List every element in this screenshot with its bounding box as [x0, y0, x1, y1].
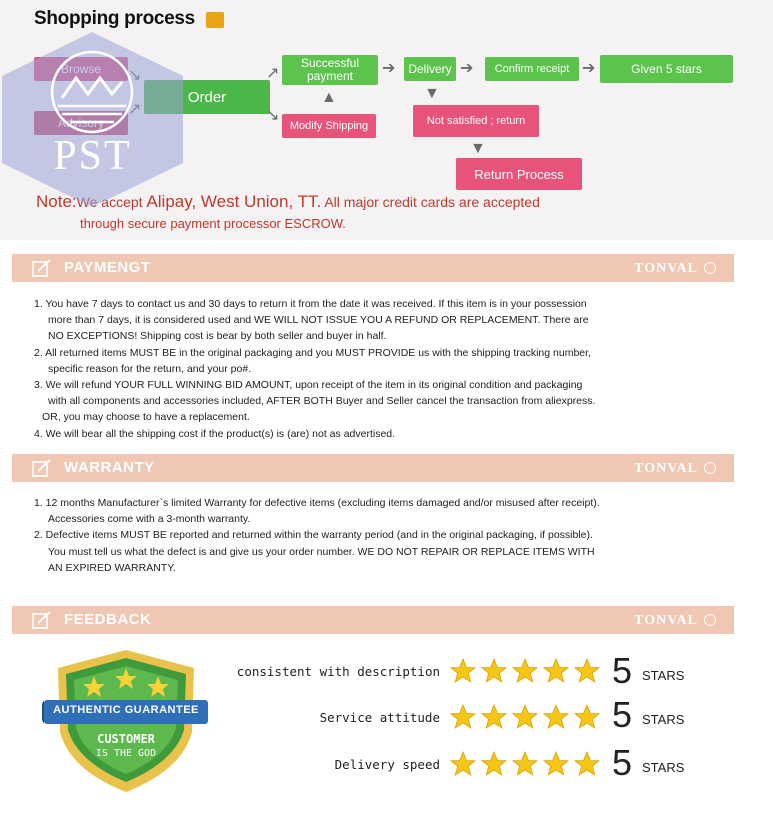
- star-icon: [574, 658, 600, 684]
- brand-label: TONVAL: [634, 261, 698, 276]
- edit-icon: [32, 611, 52, 629]
- feedback-unit: STARS: [642, 760, 685, 775]
- warranty-line: AN EXPIRED WARRANTY.: [48, 561, 176, 574]
- modify-shipping-step: Modify Shipping: [282, 114, 376, 138]
- star-icon: [512, 704, 538, 730]
- feedback-section-header: [12, 606, 734, 634]
- feedback-label: Delivery speed: [334, 757, 440, 772]
- warranty-section-header: [12, 454, 734, 482]
- warranty-line: 1. 12 months Manufacturer`s limited Warranty for defective items (excluding items damaged and/or misused after receipt).: [34, 497, 600, 509]
- warranty-line: You must tell us what the defect is and give us your order number. WE DO NOT REPAIR OR REPLACE ITEMS WITH: [48, 545, 595, 558]
- note-rest: All major credit cards are accepted: [321, 194, 540, 210]
- arrow-right-icon: ➔: [460, 60, 474, 77]
- payment-line: more than 7 days, it is considered used and WE WILL NOT ISSUE YOU A REFUND OR REPLACEMENT. There are: [48, 314, 589, 327]
- payment-line: specific reason for the return, and your po#.: [48, 362, 252, 375]
- confirm-receipt-step: Confirm receipt: [485, 57, 579, 81]
- payment-line: 1. You have 7 days to contact us and 30 days to return it from the date it was received. If this item is in your possession: [34, 298, 587, 310]
- star-icon: [574, 704, 600, 730]
- arrow-up-icon: ▲: [321, 89, 337, 106]
- badge-line1: CUSTOMER: [97, 732, 155, 746]
- star-icon: [481, 751, 507, 777]
- star-icon: [481, 658, 507, 684]
- edit-icon: [32, 259, 52, 277]
- arrow-icon: ↘: [266, 107, 280, 124]
- feedback-unit: STARS: [642, 668, 685, 683]
- brand-label: TONVAL: [634, 613, 698, 628]
- order-step: Order: [144, 80, 270, 114]
- warranty-line: 2. Defective items MUST BE reported and returned within the warranty period (and in the original packaging, if possible).: [34, 529, 593, 542]
- star-icon: [574, 751, 600, 777]
- arrow-right-icon: ➔: [582, 60, 596, 77]
- feedback-label: consistent with description: [236, 664, 440, 679]
- payment-note-line2: through secure payment processor ESCROW.: [80, 216, 346, 231]
- star-icon: [450, 704, 476, 730]
- warranty-terms: [34, 495, 600, 576]
- process-title: Shopping process: [34, 8, 195, 29]
- star-icon: [450, 658, 476, 684]
- note-we: We accept: [76, 194, 147, 210]
- arrow-circle-icon: [704, 462, 716, 474]
- star-icon: [543, 658, 569, 684]
- pst-watermark-logo: [0, 32, 185, 207]
- payment-title: PAYMENGT: [64, 259, 151, 276]
- star-icon: [481, 704, 507, 730]
- edit-icon: [32, 459, 52, 477]
- arrow-down-icon: ▼: [470, 140, 486, 157]
- star-icon: [512, 658, 538, 684]
- star-icon: [450, 751, 476, 777]
- arrow-icon: ↗: [266, 65, 280, 82]
- warranty-line: Accessories come with a 3-month warranty.: [48, 513, 251, 526]
- arrow-down-icon: ▼: [424, 85, 440, 102]
- arrow-circle-icon: [704, 262, 716, 274]
- payment-terms: [34, 296, 595, 442]
- payment-line: 2. All returned items MUST BE in the original packaging and you MUST PROVIDE us with the shipping tracking number,: [34, 346, 591, 359]
- cart-icon: [206, 12, 224, 28]
- star-icon: [543, 704, 569, 730]
- successful-payment-step: Successful payment: [282, 55, 378, 85]
- note-label: Note:: [36, 192, 77, 211]
- not-satisfied-step: Not satisfied ; return: [413, 105, 539, 137]
- return-process-step: Return Process: [456, 158, 582, 190]
- guarantee-badge: [42, 646, 210, 796]
- given-5-stars-step: Given 5 stars: [600, 55, 733, 83]
- feedback-label: Service attitude: [319, 710, 440, 725]
- brand-label: TONVAL: [634, 461, 698, 476]
- payment-line: 4. We will bear all the shipping cost if the product(s) is (are) not as advertised.: [34, 427, 396, 440]
- payment-line: with all components and accessories included, AFTER BOTH Buyer and Seller cancel the transaction from aliexpress.: [48, 395, 596, 408]
- warranty-title: WARRANTY: [64, 459, 155, 476]
- star-icon: [543, 751, 569, 777]
- feedback-title: FEEDBACK: [64, 611, 152, 628]
- arrow-right-icon: ➔: [382, 60, 396, 77]
- feedback-unit: STARS: [642, 712, 685, 727]
- star-icon: [512, 751, 538, 777]
- feedback-rating: 5: [612, 650, 633, 691]
- feedback-rating: 5: [612, 694, 633, 735]
- payment-line: OR, you may choose to have a replacement.: [42, 411, 250, 424]
- payment-section-header: [12, 254, 734, 282]
- watermark-text: PST: [53, 133, 132, 179]
- arrow-circle-icon: [704, 614, 716, 626]
- note-methods: Alipay, West Union, TT.: [146, 192, 322, 211]
- delivery-step: Delivery: [404, 57, 456, 81]
- feedback-rating: 5: [612, 742, 633, 783]
- badge-top-text: AUTHENTIC GUARANTEE: [53, 704, 199, 716]
- payment-line: NO EXCEPTIONS! Shipping cost is bear by both seller and buyer in half.: [48, 330, 387, 343]
- badge-line2: IS THE GOD: [95, 748, 157, 759]
- payment-line: 3. We will refund YOUR FULL WINNING BID AMOUNT, upon receipt of the item in its original condition and packaging: [34, 379, 583, 392]
